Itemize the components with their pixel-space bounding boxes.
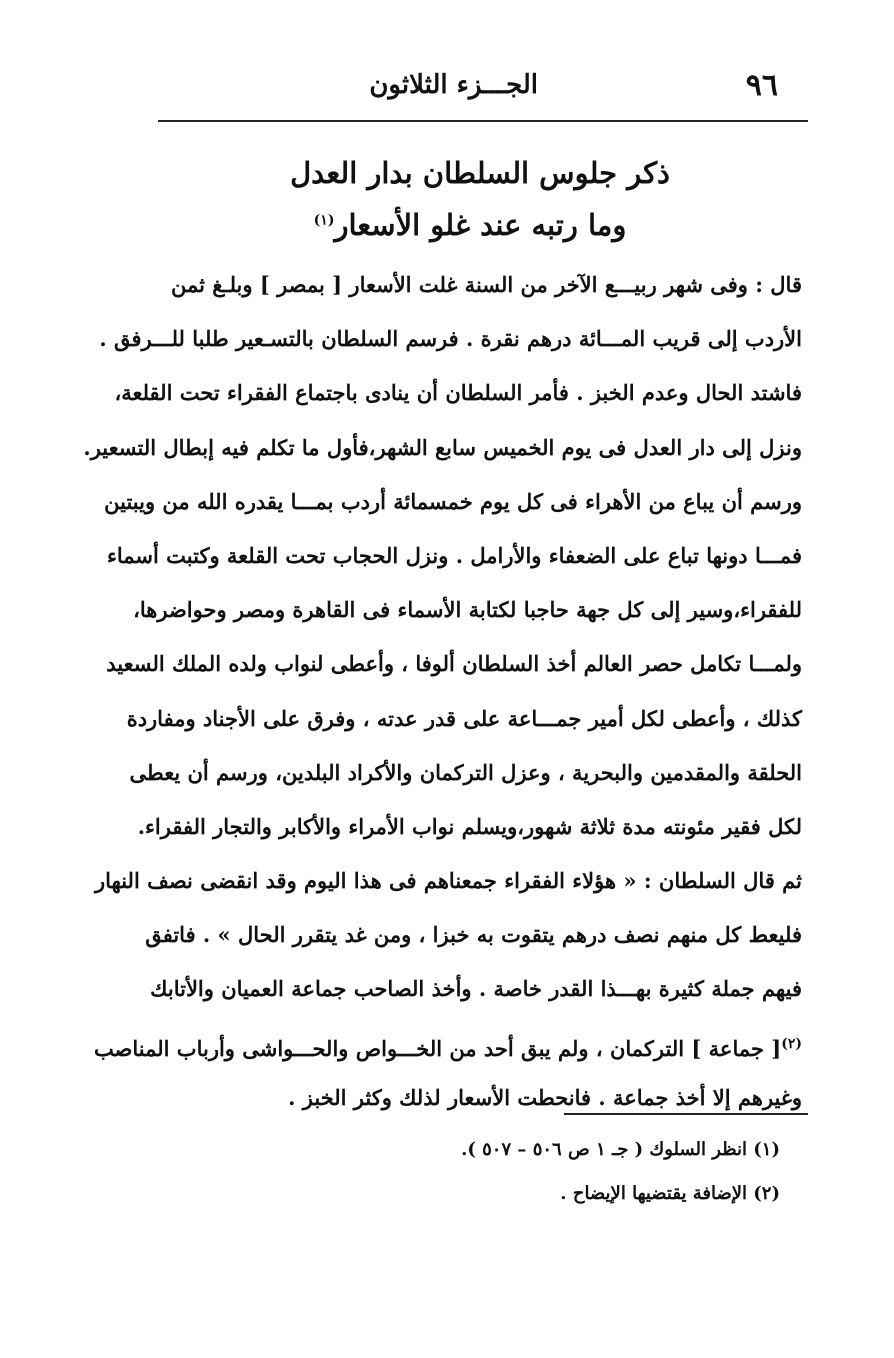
section-title-text-1: ذكر جلوس السلطان بدار العدل	[290, 156, 670, 190]
footnote-1: (١) انظر السلوك ( جـ ١ ص ٥٠٦ – ٥٠٧ ).	[461, 1139, 780, 1160]
body-paragraph	[83, 258, 802, 1125]
footnotes	[420, 1128, 780, 1216]
body-line: وغيرهم إلا أخذ جماعة . فانحطت الأسعار لذلك وكثر الخبز .	[288, 1084, 802, 1110]
body-line: فيهم جملة كثيرة بهـــذا القدر خاصة . وأخذ الصاحب جماعة العميان والأتابك	[150, 976, 802, 1002]
body-line: لكل فقير مئونته مدة ثلاثة شهور،ويسلم نواب الأمراء والأكابر والتجار الفقراء.	[137, 813, 802, 839]
page-number: ٩٦	[745, 68, 778, 103]
section-title-line-2	[150, 208, 790, 242]
running-head: الجـــزء الثلاثون	[369, 70, 538, 100]
body-line: ثم قال السلطان : « هؤلاء الفقراء جمعناهم فى هذا اليوم وقد انقضى نصف النهار	[95, 868, 802, 894]
body-line: للفقراء،وسير إلى كل جهة حاجبا لكتابة الأسماء فى القاهرة ومصر وحواضرها،	[133, 597, 802, 623]
footnote-marker-1: (١)	[313, 212, 335, 229]
header-divider	[158, 120, 808, 122]
footnote-2: (٢) الإضافة يقتضيها الإيضاح .	[560, 1183, 780, 1204]
page-header	[160, 62, 800, 120]
body-line: ونزل إلى دار العدل فى يوم الخميس سابع الشهر،فأول ما تكلم فيه إبطال التسعير.	[83, 434, 802, 460]
section-title-line-1	[160, 156, 800, 190]
body-line-with-footnote	[93, 1017, 802, 1071]
body-line: ورسم أن يباع من الأهراء فى كل يوم خمسمائة أردب بمـــا يقدره الله من ويبتين	[104, 488, 802, 514]
footnote-divider	[564, 1113, 808, 1115]
body-line: قال : وفى شهر ربيـــع الآخر من السنة غلت الأسعار [ بمصر ] وبلـغ ثمن	[170, 272, 802, 297]
body-line: الأردب إلى قريب المـــائة درهم نقرة . فرسم السلطان بالتسـعير طلبا للـــرفق .	[99, 326, 802, 352]
footnote-marker-2: (٢)	[781, 1035, 802, 1052]
body-line: فمـــا دونها تباع على الضعفاء والأرامل . ونزل الحجاب تحت القلعة وكتبت أسماء	[107, 542, 802, 568]
body-line-text: [ جماعة ] التركمان ، ولم يبق أحد من الخـــواص والحـــواشى وأرباب المناصب	[93, 1035, 782, 1061]
body-line: كذلك ، وأعطى لكل أمير جمـــاعة على قدر عدته ، وفرق على الأجناد ومفاردة	[126, 705, 802, 731]
body-line: ولمـــا تكامل حصر العالم أخذ السلطان ألوفا ، وأعطى لنواب ولده الملك السعيد	[106, 651, 802, 677]
section-title-text-2: وما رتبه عند غلو الأسعار	[334, 208, 627, 242]
body-line: فليعط كل منهم نصف درهم يتقوت به خبزا ، ومن غد يتقرر الحال » . فاتفق	[145, 922, 802, 948]
body-line: فاشتد الحال وعدم الخبز . فأمر السلطان أن ينادى باجتماع الفقراء تحت القلعة،	[114, 380, 802, 406]
body-line: الحلقة والمقدمين والبحرية ، وعزل التركمان والأكراد البلدين، ورسم أن يعطى	[129, 759, 802, 785]
